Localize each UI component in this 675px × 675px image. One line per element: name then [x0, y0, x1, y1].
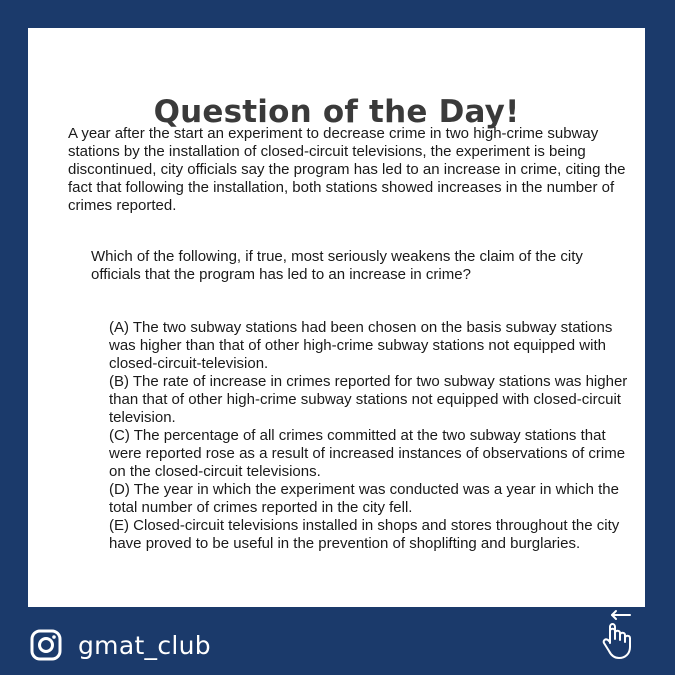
question-text: Which of the following, if true, most seriously weakens the claim of the city officials that the program has led to an increase in crime?	[91, 248, 583, 283]
option-c: (C) The percentage of all crimes committed at the two subway stations that were reported rose as a result of increased instances of observations of crime on the closed-circuit televisions.	[109, 427, 626, 480]
option-d: (D) The year in which the experiment was conducted was a year in which the total number of crimes reported in the city fell.	[109, 481, 619, 516]
page-title: Question of the Day!	[153, 94, 520, 130]
option-a: (A) The two subway stations had been chosen on the basis subway stations was higher than that of other high-crime subway stations not equipped with closed-circuit-television.	[109, 319, 613, 372]
account-handle[interactable]: gmat_club	[78, 630, 211, 660]
option-b: (B) The rate of increase in crimes reported for two subway stations was higher than that of other high-crime subway stations not equipped with closed-circuit television.	[109, 373, 628, 426]
option-e: (E) Closed-circuit televisions installed in shops and stores throughout the city have proved to be useful in the prevention of shoplifting and burglaries.	[109, 517, 620, 552]
passage-text: A year after the start an experiment to decrease crime in two high-crime subway stations by the installation of closed-circuit televisions, the experiment is being discontinued, city officials say the program has led to an increase in crime, citing the fact that following the installation, both stations showed increases in the number of crimes reported.	[68, 125, 626, 214]
footer	[30, 625, 211, 665]
swipe-hand-icon	[600, 609, 646, 661]
answer-options	[109, 319, 629, 553]
question-card	[28, 28, 645, 607]
instagram-icon[interactable]	[30, 629, 62, 661]
